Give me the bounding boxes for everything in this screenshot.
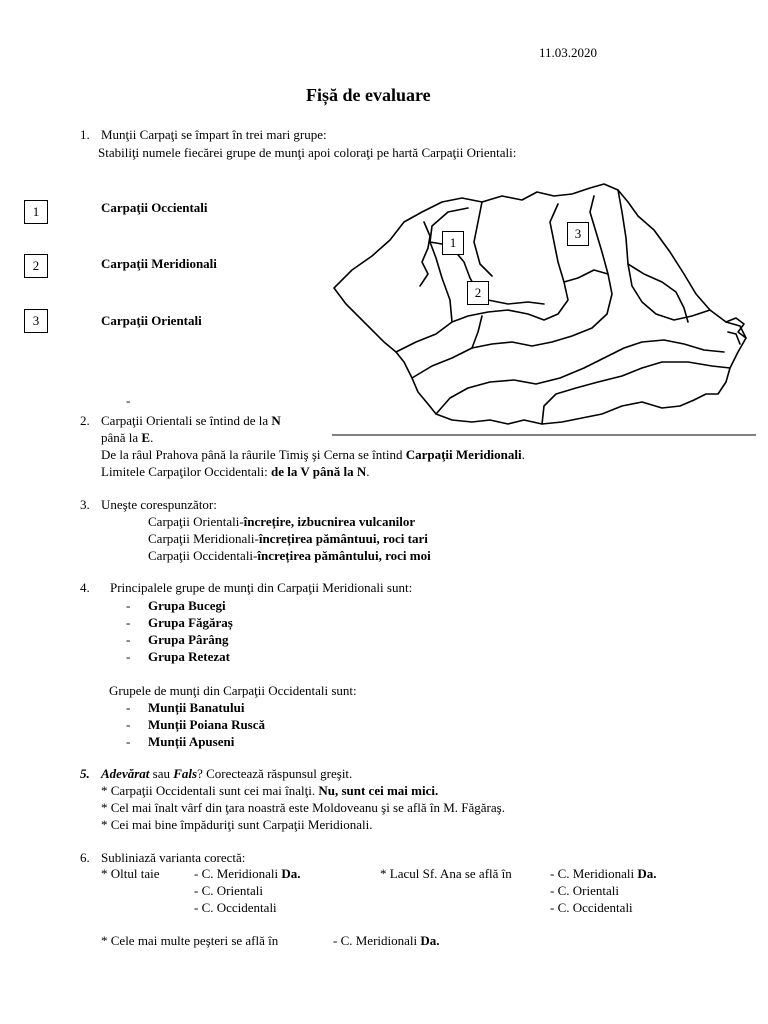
answer-box-1: 1 bbox=[24, 200, 48, 224]
map-outline bbox=[332, 182, 756, 436]
list-item: Munții Banatului bbox=[148, 700, 245, 715]
q3-number: 3. bbox=[80, 497, 90, 512]
q6-a-question: * Oltul taie bbox=[101, 866, 160, 881]
list-item: - bbox=[126, 700, 131, 715]
q3-row-2: Carpaţii Meridionali-încrețirea pământuui, roci tari bbox=[148, 531, 428, 546]
answer-box-3: 3 bbox=[24, 309, 48, 333]
map-label-3: 3 bbox=[567, 222, 589, 246]
q4-title2: Grupele de munţi din Carpaţii Occidentali sunt: bbox=[109, 683, 357, 698]
list-item: Munții Apuseni bbox=[148, 734, 235, 749]
list-item: - bbox=[126, 632, 131, 647]
q4-number: 4. bbox=[80, 580, 90, 595]
q5-title: Adevărat sau Fals? Corectează răspunsul greşit. bbox=[101, 766, 353, 781]
q2-line4: Limitele Carpaţilor Occidentali: de la V până la N. bbox=[101, 464, 370, 479]
answer-group-1: Carpaţii Occientali bbox=[101, 200, 208, 215]
q6-b-option-1: - C. Meridionali Da. bbox=[550, 866, 657, 881]
q6-c-question: * Cele mai multe peşteri se află în bbox=[101, 933, 279, 948]
q5-statement-2: * Cel mai înalt vârf din ţara noastră este Moldoveanu şi se află în M. Făgăraş. bbox=[101, 800, 505, 815]
q4-title: Principalele grupe de munţi din Carpaţii Meridionali sunt: bbox=[110, 580, 413, 595]
list-item: - bbox=[126, 649, 131, 664]
list-item: - bbox=[126, 598, 131, 613]
answer-box-2: 2 bbox=[24, 254, 48, 278]
list-item: Grupa Pârâng bbox=[148, 632, 229, 647]
q6-a-option-3: - C. Occidentali bbox=[194, 900, 277, 915]
q3-title: Uneşte corespunzător: bbox=[101, 497, 217, 512]
q6-a-option-2: - C. Orientali bbox=[194, 883, 263, 898]
q5-number: 5. bbox=[80, 766, 90, 781]
answer-group-3: Carpaţii Orientali bbox=[101, 313, 202, 328]
list-item: - bbox=[126, 615, 131, 630]
romania-map bbox=[332, 182, 756, 436]
q2-line3: De la râul Prahova până la râurile Timiş şi Cerna se întind Carpaţii Meridionali. bbox=[101, 447, 525, 462]
document-date: 11.03.2020 bbox=[539, 45, 598, 60]
list-item: - bbox=[126, 717, 131, 732]
map-label-2: 2 bbox=[467, 281, 489, 305]
q6-b-option-3: - C. Occidentali bbox=[550, 900, 633, 915]
list-item: Grupa Retezat bbox=[148, 649, 230, 664]
q2-number: 2. bbox=[80, 413, 90, 428]
q6-title: Subliniază varianta corectă: bbox=[101, 850, 246, 865]
q1-number: 1. bbox=[80, 127, 90, 142]
q6-c-option-1: - C. Meridionali Da. bbox=[333, 933, 440, 948]
q6-b-option-2: - C. Orientali bbox=[550, 883, 619, 898]
q1-line1: Munţii Carpaţi se împart în trei mari grupe: bbox=[101, 127, 327, 142]
list-item: - bbox=[126, 734, 131, 749]
q6-a-option-1: - C. Meridionali Da. bbox=[194, 866, 301, 881]
list-item: Munții Poiana Ruscă bbox=[148, 717, 266, 732]
page-title: Fișă de evaluare bbox=[306, 85, 431, 105]
q3-row-3: Carpaţii Occidentali-încrețirea pământului, roci moi bbox=[148, 548, 431, 563]
q5-statement-1: * Carpaţii Occidentali sunt cei mai înalţi. Nu, sunt cei mai mici. bbox=[101, 783, 439, 798]
q2-line2: până la E. bbox=[101, 430, 154, 445]
q5-statement-3: * Cei mai bine împăduriţi sunt Carpaţii Meridionali. bbox=[101, 817, 373, 832]
q6-b-question: * Lacul Sf. Ana se află în bbox=[380, 866, 512, 881]
q3-row-1: Carpaţii Orientali-încrețire, izbucnirea vulcanilor bbox=[148, 514, 416, 529]
q6-number: 6. bbox=[80, 850, 90, 865]
list-item: Grupa Făgăraș bbox=[148, 615, 233, 630]
q2-line1: Carpaţii Orientali se întind de la N bbox=[101, 413, 281, 428]
answer-group-2: Carpaţii Meridionali bbox=[101, 256, 217, 271]
stray-dash: - bbox=[126, 393, 131, 408]
q1-line2: Stabiliţi numele fiecărei grupe de munţi apoi coloraţi pe hartă Carpaţii Orientali: bbox=[98, 145, 517, 160]
map-label-1: 1 bbox=[442, 231, 464, 255]
list-item: Grupa Bucegi bbox=[148, 598, 226, 613]
